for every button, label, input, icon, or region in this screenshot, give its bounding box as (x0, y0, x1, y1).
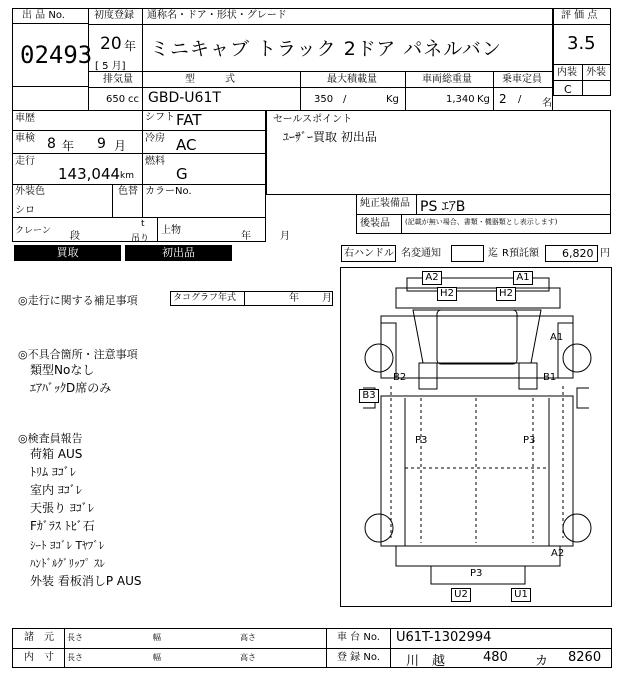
tacho-month-unit: 月 (322, 293, 332, 304)
lot-no-label: 出 品 No. (22, 10, 65, 21)
r-reading: 6,820 (562, 247, 594, 260)
damage-mark-a2: A2 (422, 271, 442, 285)
first-reg-year-unit: 年 (124, 39, 137, 53)
r-reading-label: R預託額 (502, 248, 539, 259)
first-listing-badge: 初出品 (125, 245, 232, 261)
tachograph-label: タコグラフ年式 (173, 293, 237, 303)
exterior-label: 外装 (586, 67, 606, 78)
inspector-item: 荷箱 AUS (30, 447, 83, 461)
shift: FAT (176, 111, 202, 129)
defects-title: ◎不具合箇所・注意事項 (18, 348, 138, 361)
reg-kana: カ (535, 654, 549, 669)
history-label: 車歴 (15, 113, 35, 124)
fuel-label: 燃料 (145, 156, 165, 167)
buyback-badge: 買取 (14, 245, 121, 261)
inspection-year-unit: 年 (62, 139, 75, 153)
inspection-month: 9 (97, 136, 106, 152)
due: 迄 (488, 248, 498, 259)
inspector-item: ﾊﾝﾄﾞﾙｸﾞﾘｯﾌﾟ ｽﾚ (30, 557, 105, 570)
dims-label: 内 寸 (24, 652, 54, 663)
displacement-label: 排気量 (103, 74, 133, 85)
score: 3.5 (567, 33, 596, 54)
model-type-label: 型 式 (185, 74, 235, 85)
upper-year-unit: 年 (241, 231, 251, 242)
supplement-title: ◎走行に関する補足事項 (18, 294, 138, 307)
inspector-item: 外装 看板消しP AUS (30, 574, 142, 588)
damage-mark-p3: P3 (415, 435, 428, 446)
model-name-label: 通称名・ドア・形状・グレード (147, 10, 287, 21)
width-label: 幅 (153, 633, 161, 642)
aftermarket-note: (記載が無い場合、書類・機器類とし表示します) (405, 218, 558, 226)
length-label: 長さ (67, 633, 83, 642)
chassis: U61T-1302994 (396, 630, 492, 645)
upper-label: 上物 (161, 225, 181, 236)
sales-point-label: セールスポイント (273, 114, 353, 125)
inspection-year: 8 (47, 136, 56, 152)
name-change-date-box (451, 245, 484, 262)
inspector-item: ﾄﾘﾑ ﾖｺﾞﾚ (30, 465, 76, 479)
mileage: 143,044 (58, 165, 121, 183)
aftermarket-label: 後装品 (360, 218, 390, 229)
inspector-item: ｼｰﾄ ﾖｺﾞﾚ Tﾔﾌﾞﾚ (30, 539, 105, 552)
color-no-label: カラーNo. (145, 186, 192, 197)
reg-number: 8260 (568, 650, 602, 665)
damage-mark-b3: B3 (359, 389, 379, 403)
damage-mark-p3: P3 (470, 568, 483, 579)
lot-no: 02493 (20, 41, 93, 69)
damage-mark-b1: B1 (543, 372, 557, 383)
rhd: 右ハンドル (344, 248, 394, 259)
first-reg-year: 20 (100, 34, 122, 54)
defect-item: ｴｱﾊﾞｯｸD席のみ (30, 381, 112, 395)
ac-label: 冷房 (145, 133, 165, 144)
model-name: ミニキャブ トラック 2ドア パネルバン (150, 38, 502, 60)
model-type: GBD-U61T (148, 90, 221, 106)
ext-color-label: 外装色 (15, 186, 45, 197)
truck-outline (341, 268, 611, 606)
capacity-unit: 名 (542, 98, 552, 109)
damage-mark-a2: A2 (551, 548, 565, 559)
ton-unit-bottom: 吊り (131, 234, 150, 244)
reg-label: 登 録 No. (337, 652, 380, 663)
damage-mark-a1: A1 (550, 332, 564, 343)
specs-label: 諸 元 (24, 632, 54, 643)
gross-weight: 1,340 (446, 94, 475, 105)
gross-weight-unit: Kg (477, 94, 490, 105)
name-change: 名変通知 (401, 248, 441, 259)
crane-label: クレーン (15, 226, 51, 236)
max-load-sep: / (343, 94, 347, 105)
reg-class: 480 (483, 650, 508, 665)
max-load-label: 最大積載量 (327, 74, 377, 85)
capacity-label: 乗車定員 (502, 74, 542, 85)
inspector-item: 室内 ﾖｺﾞﾚ (30, 483, 82, 497)
damage-mark-u2: U2 (451, 588, 471, 602)
first-reg-month: [ 5 月] (95, 61, 126, 72)
inspector-item: Fｶﾞﾗｽ ﾄﾋﾞ石 (30, 519, 95, 533)
inspector-item: 天張り ﾖｺﾞﾚ (30, 501, 94, 515)
inspection-label: 車検 (15, 133, 35, 144)
ac: AC (176, 136, 197, 154)
chassis-label: 車 台 No. (337, 632, 380, 643)
sales-point: ﾕｰｻﾞｰ買取 初出品 (283, 130, 377, 144)
fuel: G (176, 165, 188, 183)
interior-grade: C (564, 83, 572, 96)
vehicle-diagram (340, 267, 612, 607)
gross-weight-label: 車両総重量 (422, 74, 472, 85)
interior-label: 内装 (557, 67, 577, 78)
damage-mark-u1: U1 (511, 588, 531, 602)
damage-mark-h2: H2 (496, 287, 516, 301)
max-load: 350 (314, 94, 334, 105)
max-load-unit: Kg (386, 94, 399, 105)
displacement: 650 (106, 94, 126, 105)
mileage-unit: km (120, 171, 134, 181)
defect-item: 類型Noなし (30, 363, 95, 377)
height-label: 高さ (240, 633, 256, 642)
yen: 円 (600, 248, 610, 259)
upper-month-unit: 月 (280, 231, 290, 242)
inspector-title: ◎検査員報告 (18, 432, 83, 445)
damage-mark-h2: H2 (437, 287, 457, 301)
score-label: 評 価 点 (561, 10, 598, 21)
shift-label: シフト (145, 112, 175, 123)
displacement-unit: cc (128, 94, 139, 105)
crane-unit: 段 (70, 231, 80, 242)
capacity-sep: / (518, 94, 522, 105)
equipment: PS ｴｱB (420, 199, 466, 215)
tacho-year-unit: 年 (289, 293, 299, 304)
damage-mark-a1: A1 (513, 271, 533, 285)
damage-mark-b2: B2 (393, 372, 407, 383)
ext-color: シロ (15, 205, 35, 216)
mileage-label: 走行 (15, 156, 35, 167)
capacity: 2 (499, 92, 507, 106)
length-label: 長さ (67, 653, 83, 662)
inspection-month-unit: 月 (114, 139, 127, 153)
ton-unit-top: t (141, 219, 145, 229)
equipment-label: 純正装備品 (360, 198, 410, 209)
color-label: 色替 (118, 186, 138, 197)
damage-mark-p3: P3 (523, 435, 536, 446)
reg-area: 川 越 (406, 654, 446, 669)
height-label: 高さ (240, 653, 256, 662)
first-reg-label: 初度登録 (94, 10, 134, 21)
width-label: 幅 (153, 653, 161, 662)
